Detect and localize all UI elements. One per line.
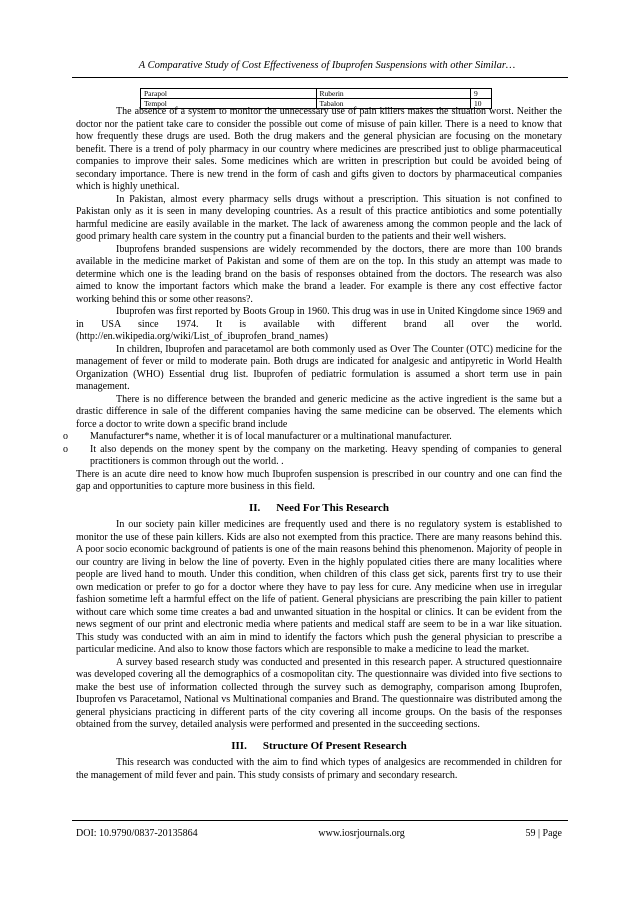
running-header: A Comparative Study of Cost Effectiveness of Ibuprofen Suspensions with other Similar… [138, 60, 516, 71]
paragraph: Ibuprofens branded suspensions are widely recommended by the doctors, there are more than 100 brands available in the medicine market of Pakistan and some of them are on the top. In this study an attempt was made to determine which one is the leading brand on the basis of responses obtained from the doctors. The research was also aimed to know the important factors which make the brand a leader. For example is there any cost effective factor working behind this or some other reasons?. [76, 243, 562, 305]
list-item-text: It also depends on the money spent by the company on the marketing. Heavy spending of companies to general practitioners is common through out the world. . [90, 443, 562, 467]
journal-link[interactable]: www.iosrjournals.org [318, 828, 405, 839]
table-cell: 9 [470, 89, 491, 99]
paragraph: This research was conducted with the aim to find which types of analgesics are recommended in children for the management of mild fever and pain. This study consists of primary and secondary research. [76, 757, 562, 781]
bullet-marker: o [63, 443, 68, 455]
section-title: Need For This Research [276, 501, 390, 514]
section-number: III. [231, 739, 247, 752]
paragraph: In Pakistan, almost every pharmacy sells drugs without a prescription. This situation is not confined to Pakistan only as it is seen in many developing countries. As a result of this practice antibiotics and some potentially harmful medicine are easily available in the market. The lack of awareness among the common people and the lack of good primary health care system in the country put a financial burden to the patients and their well wishers. [76, 193, 562, 242]
table-cell: 10 [470, 99, 491, 109]
doi-text: DOI: 10.9790/0837-20135864 [76, 828, 198, 839]
paragraph: There is no difference between the branded and generic medicine as the active ingredient is the same but a drastic difference in sale of the different companies having the same medicine can be observed. The elements which force a doctor to write down a specific brand include [76, 393, 562, 430]
paragraph: There is an acute dire need to know how much Ibuprofen suspension is prescribed in our country and one can find the gap and opportunities to capture more business in this field. [76, 468, 562, 492]
bullet-marker: o [63, 431, 68, 442]
paragraph: Ibuprofen was first reported by Boots Group in 1960. This drug was in use in United Kingdome since 1969 and in USA since 1974. It is available with different brand all over the world. (http://en.wikipedia.org/wiki/List_of_ibuprofen_brand_names) [76, 306, 562, 342]
list-item [63, 443, 562, 469]
section-number: II. [248, 501, 261, 514]
table-row [141, 89, 492, 99]
bullet-list [63, 431, 562, 469]
section-title: Structure Of Present Research [262, 739, 407, 752]
table-cell: Tabalon [316, 99, 470, 109]
table-cell: Parapol [141, 89, 317, 99]
list-item-text: Manufacturer*s name, whether it is of local manufacturer or a multinational manufacturer. [90, 431, 452, 442]
paragraph: A survey based research study was conducted and presented in this research paper. A structured questionnaire was developed covering all the demographics of a cosmopolitan city. The questionnaire was divided into five sections to make the best use of information collected through the survey such as demography, comparison among Ibuprofen, Ibuprofen vs Paracetamol, National vs Multinational companies and Brand. The questionnaire was distributed among the general physicians practicing in different parts of the city covering all income groups. On the basis of the responses obtained from the survey, detailed analysis were performed and presented in the succeeding sections. [76, 656, 562, 730]
header-rule [72, 77, 568, 78]
list-item [63, 431, 562, 444]
page-number: 59 | Page [525, 828, 562, 839]
section-heading [76, 740, 562, 753]
table-cell: Tempol [141, 99, 317, 109]
body-text [63, 106, 562, 782]
paragraph: The absence of a system to monitor the unnecessary use of pain killers makes the situation worst. Neither the doctor nor the patient take care to consider the possible out come of misuse of pain killer. There is a need to know that how frequently these drugs are used. Both the drug makers and the general physician are focusing on the monetary benefit. There is a trend of poly pharmacy in our country where medicines are prescribed just to oblige pharmaceutical companies to improve their sales. Some medicines which are written in prescription but could be avoided being of secondary importance. There is new trend in the form of cash and gifts given to doctors by pharmaceutical companies which is highly unethical. [76, 106, 562, 192]
page-footer [76, 828, 562, 839]
section-heading [76, 502, 562, 515]
paragraph: In our society pain killer medicines are frequently used and there is no regulatory system is established to monitor the use of these pain killers. Kids are also not exempted from this practice. There are many reasons behind this. A poor socio economic background of patients is one of the main reasons behind this phenomenon. Majority of people in our country are living in below the line of poverty. Even in the highly populated cities there are many localities where people are lived hand to mouth. Under this condition, when children of this class get sick, parents first try to use their own medication or prefer to go for a doctor where they have to pay less for cure. Any medicine when use in irregular fashion sometime left a harmful effect on the life of patient. General physicians are prescribing the pain killer to patient without care which some time creates a bad and unwanted situation in the hospital or clinics. It can be evident from the news segment of our print and electronic media where patients and medical staff are seem to be in a war like situation. This study was conducted with an aim in mind to identify the factors which push the general physician to prescribe a particular medicine. And also to know those factors which are responsible to make a medicine to lead the market. [76, 519, 562, 655]
footer-rule [72, 820, 568, 821]
table-cell: Ruberin [316, 89, 470, 99]
paragraph: In children, Ibuprofen and paracetamol are both commonly used as Over The Counter (OTC) medicine for the management of fever or mild to moderate pain. Both drugs are indicated for analgesic and antipyretic in World Health Organization (WHO) Essential drug list. Ibuprofen of pediatric formulation is assumed a short term use in pain management. [76, 343, 562, 392]
